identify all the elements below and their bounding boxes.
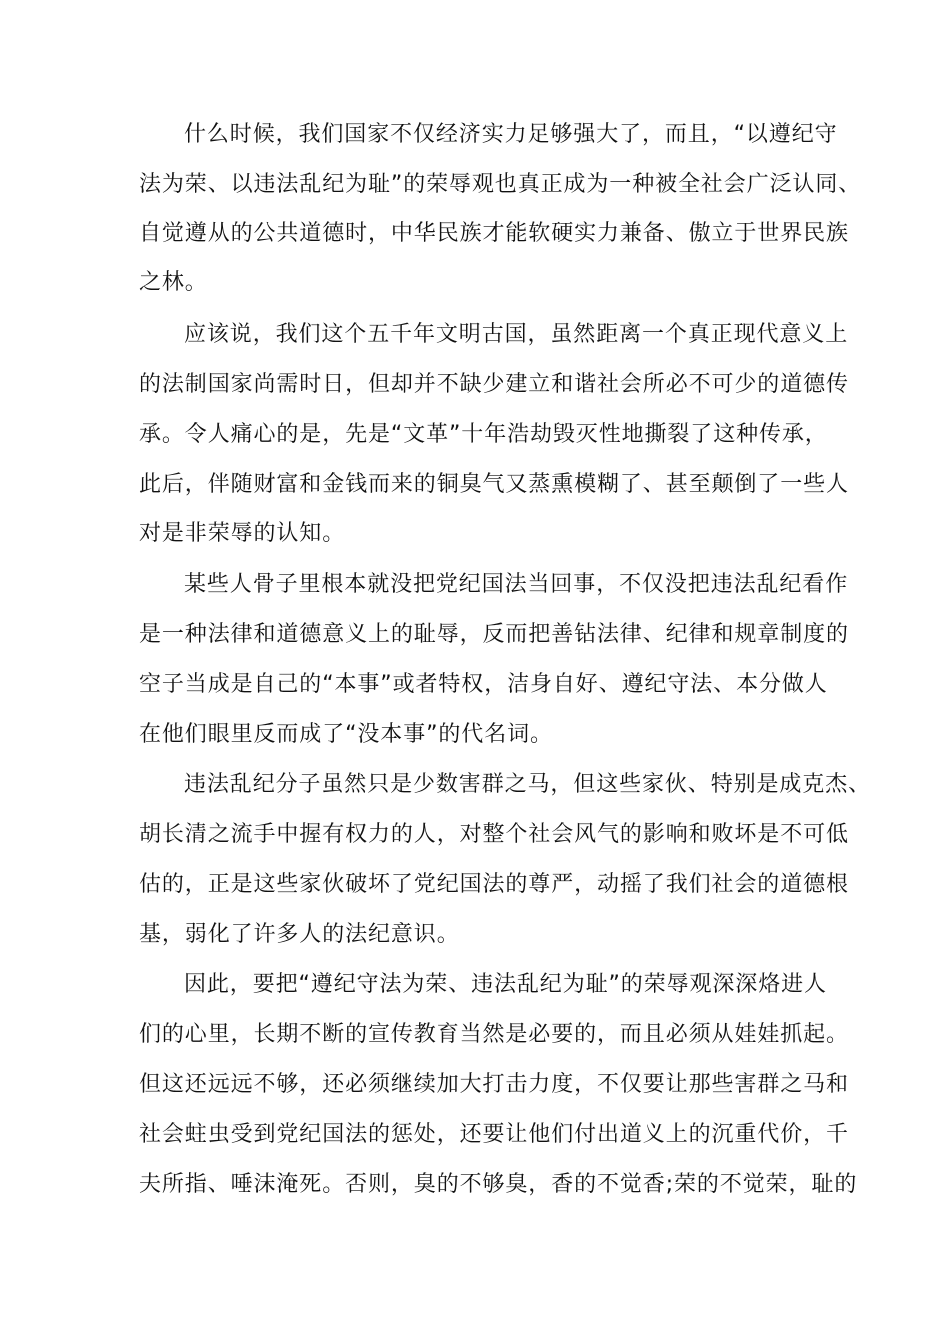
paragraph-line: 是一种法律和道德意义上的耻辱，反而把善钻法律、纪律和规章制度的 <box>139 622 849 647</box>
paragraph-line: 们的心里，长期不断的宣传教育当然是必要的，而且必须从娃娃抓起。 <box>139 1022 849 1047</box>
paragraph-line: 因此，要把“遵纪守法为荣、违法乱纪为耻”的荣辱观深深烙进人 <box>184 972 827 997</box>
paragraph-line: 某些人骨子里根本就没把党纪国法当回事，不仅没把违法乱纪看作 <box>184 572 849 597</box>
paragraph-line: 对是非荣辱的认知。 <box>139 521 346 546</box>
paragraph-line: 法为荣、以违法乱纪为耻”的荣辱观也真正成为一种被全社会广泛认同、 <box>139 172 862 197</box>
paragraph-line: 承。令人痛心的是，先是“文革”十年浩劫毁灭性地撕裂了这种传承， <box>139 422 828 447</box>
paragraph-line: 此后，伴随财富和金钱而来的铜臭气又蒸熏模糊了、甚至颠倒了一些人 <box>139 472 849 497</box>
paragraph-line: 空子当成是自己的“本事”或者特权，洁身自好、遵纪守法、本分做人 <box>139 672 828 697</box>
paragraph-line: 自觉遵从的公共道德时，中华民族才能软硬实力兼备、傲立于世界民族 <box>139 221 849 246</box>
paragraph-line: 胡长清之流手中握有权力的人，对整个社会风气的影响和败坏是不可低 <box>139 822 849 847</box>
paragraph-line: 应该说，我们这个五千年文明古国，虽然距离一个真正现代意义上 <box>184 322 849 347</box>
paragraph-line: 基，弱化了许多人的法纪意识。 <box>139 922 460 947</box>
paragraph-line: 估的，正是这些家伙破坏了党纪国法的尊严，动摇了我们社会的道德根 <box>139 872 849 897</box>
paragraph-line: 什么时候，我们国家不仅经济实力足够强大了，而且，“以遵纪守 <box>184 122 838 147</box>
paragraph-line: 在他们眼里反而成了“没本事”的代名词。 <box>139 722 553 747</box>
paragraph-line: 之林。 <box>139 270 208 295</box>
paragraph-line: 的法制国家尚需时日，但却并不缺少建立和谐社会所必不可少的道德传 <box>139 372 849 397</box>
paragraph-line: 夫所指、唾沫淹死。否则，臭的不够臭，香的不觉香;荣的不觉荣，耻的 <box>139 1172 858 1197</box>
paragraph-line: 违法乱纪分子虽然只是少数害群之马，但这些家伙、特别是成克杰、 <box>184 772 872 797</box>
paragraph-line: 但这还远远不够，还必须继续加大打击力度，不仅要让那些害群之马和 <box>139 1072 849 1097</box>
paragraph-line: 社会蛀虫受到党纪国法的惩处，还要让他们付出道义上的沉重代价，千 <box>139 1122 849 1147</box>
